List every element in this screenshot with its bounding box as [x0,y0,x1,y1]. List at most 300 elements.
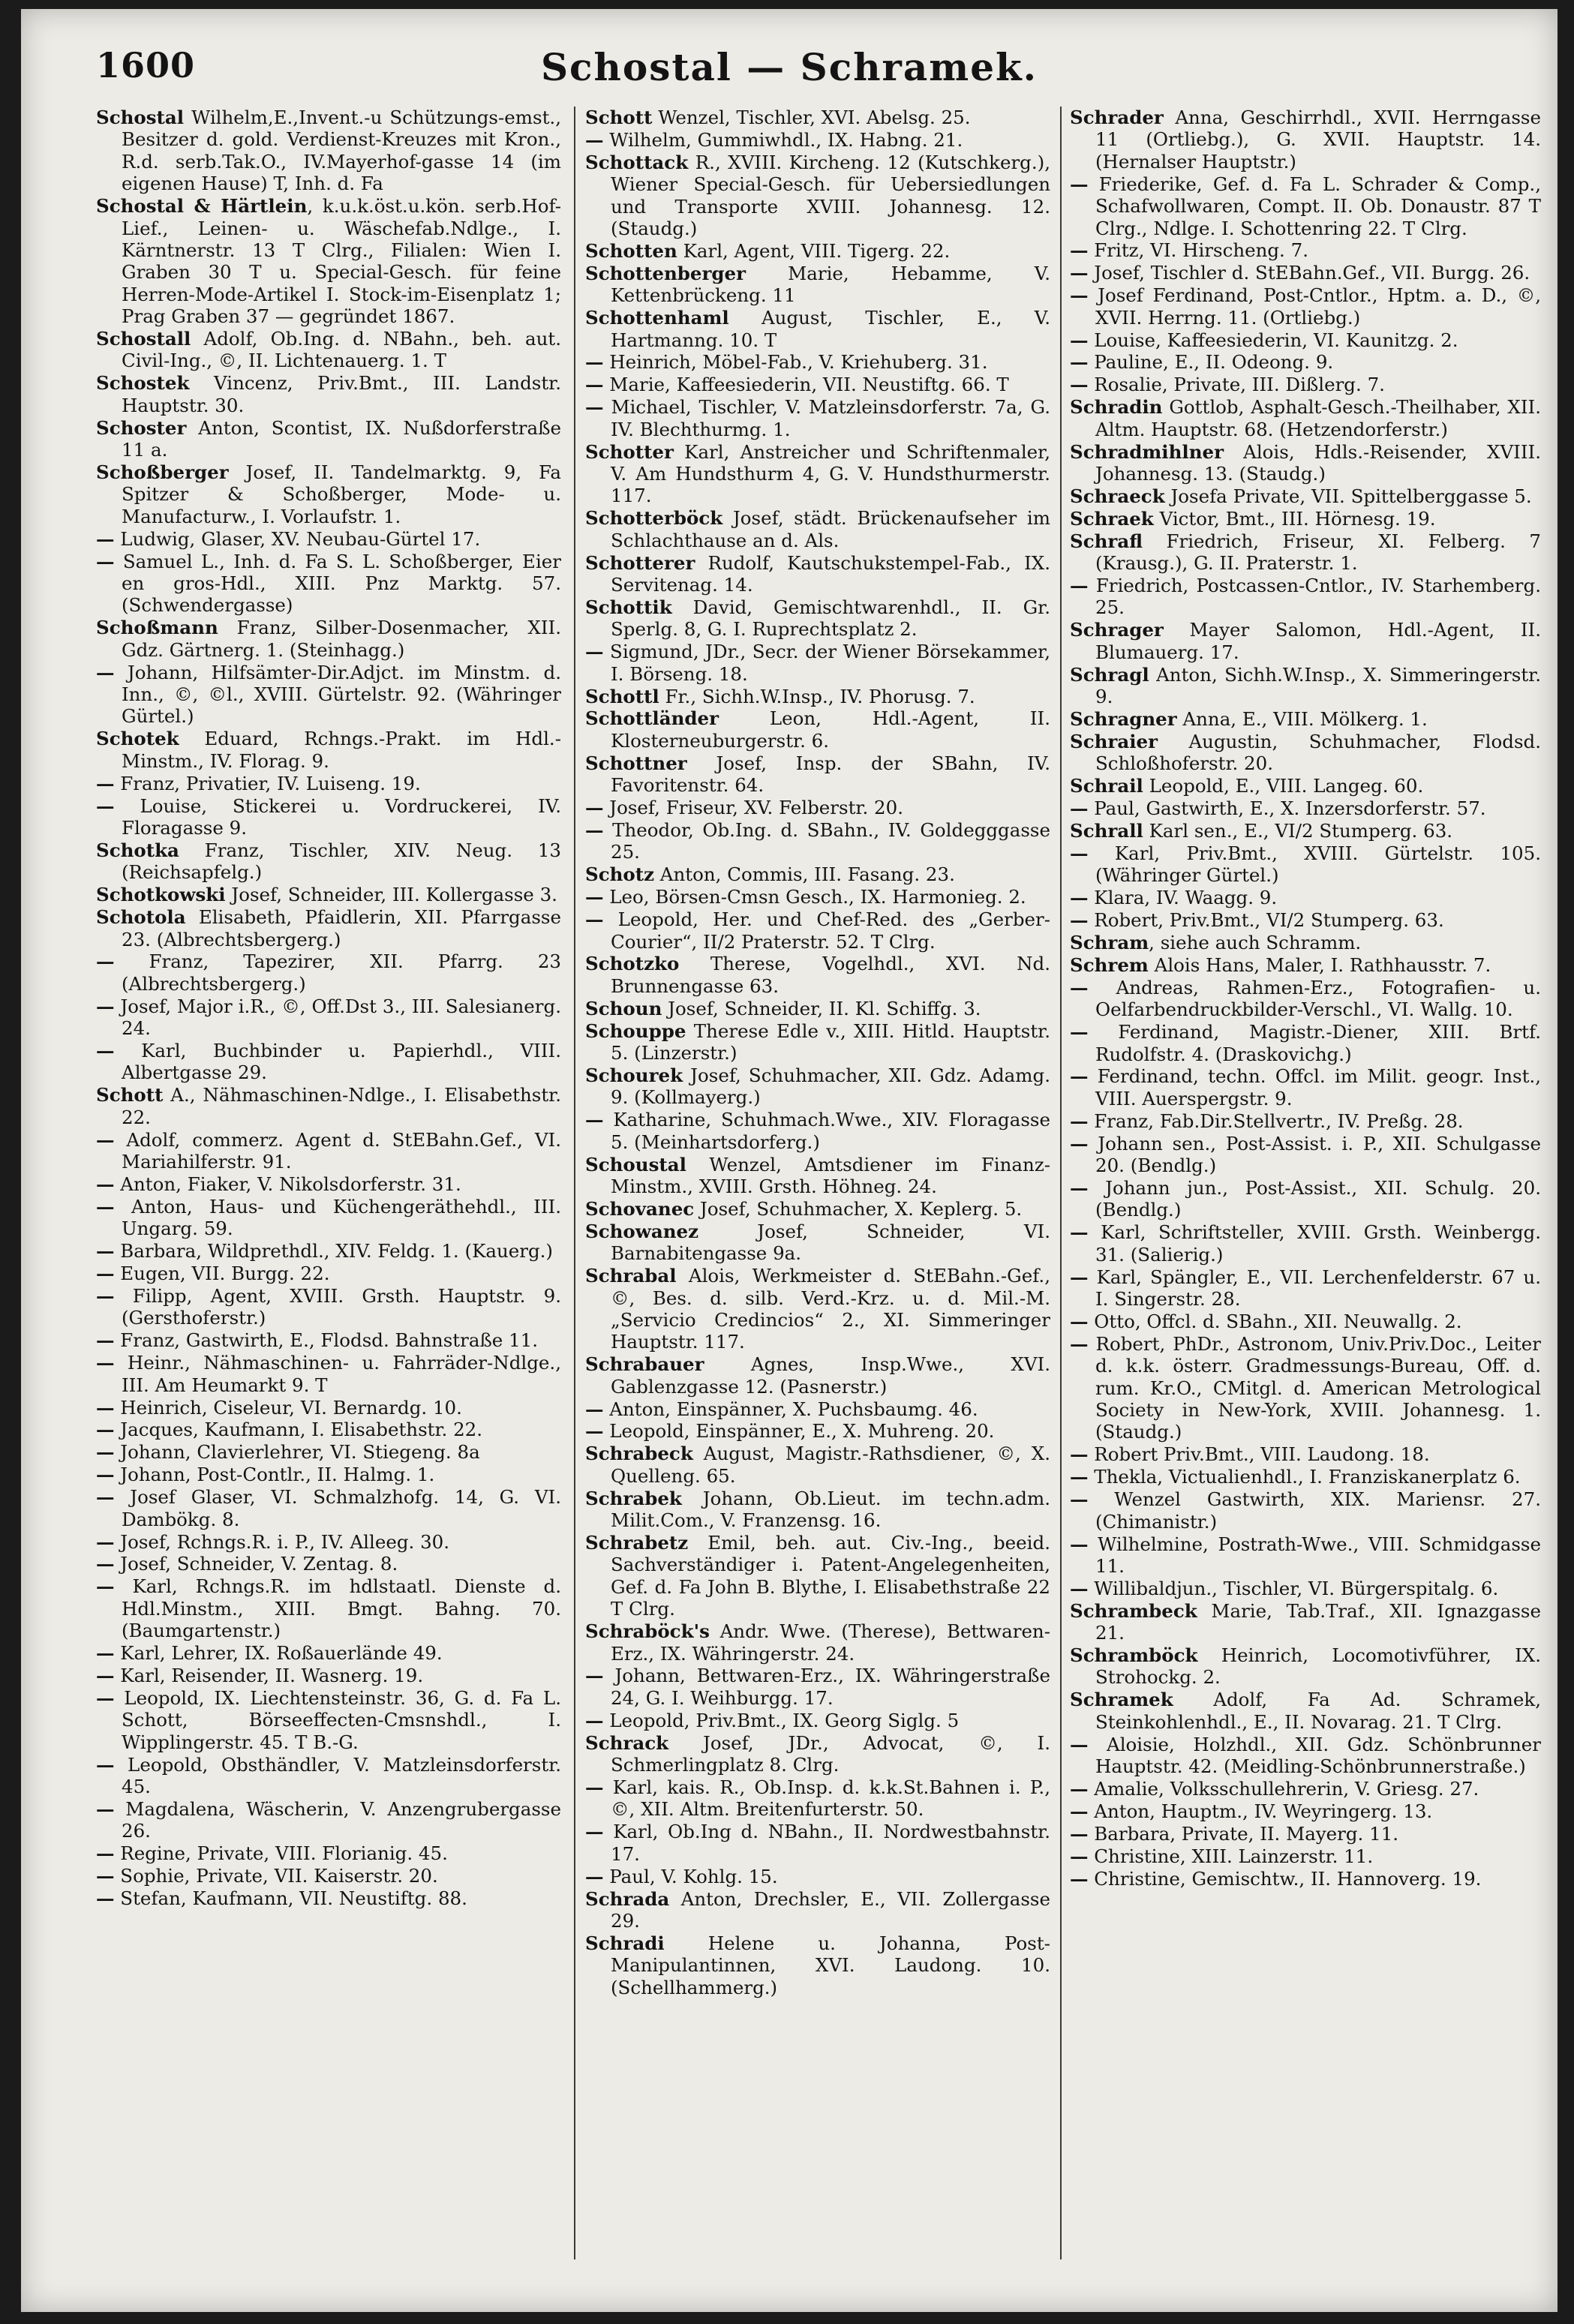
entry-details: Magdalena, Wäscherin, V. Anzengrubergasse 26. [114,1797,561,1842]
directory-entry [585,1888,1050,1932]
entry-details: Franz, Tischler, XIV. Neug. 13 (Reichsapfelg.) [122,839,561,884]
directory-entry [96,1329,561,1351]
directory-entry [585,596,1050,641]
entry-details: Leopold, Einspänner, E., X. Muhreng. 20. [603,1420,995,1443]
entry-name: — [585,1398,604,1420]
entry-details: Alois Hans, Maler, I. Rathhausstr. 7. [1148,953,1491,976]
entry-name: — [585,1865,604,1887]
entry-details: Jacques, Kaufmann, I. Elisabethstr. 22. [114,1419,483,1441]
entry-details: Friedrich, Friseur, XI. Felberg. 7 (Krausg.), G. II. Praterstr. 1. [1095,530,1541,575]
entry-name: Schoustal [585,1153,686,1176]
directory-entry [1070,508,1541,530]
entry-name: — [585,374,604,396]
directory-entry [585,1353,1050,1398]
entry-name: — [1070,1021,1089,1043]
directory-entry [585,819,1050,863]
directory-entry [96,1441,561,1463]
entry-name: — [1070,797,1089,820]
directory-entry [585,998,1050,1019]
entry-name: — [585,908,604,931]
entry-name: — [96,1530,115,1553]
entry-details: Otto, Offcl. d. SBahn., XII. Neuwallg. 2. [1088,1310,1462,1332]
entry-name: Schragner [1070,707,1177,730]
directory-entry [1070,1065,1541,1109]
directory-entry [1070,329,1541,351]
directory-entry [96,1352,561,1396]
directory-entry [1070,1600,1541,1644]
directory-entry [1070,1221,1541,1266]
directory-entry [1070,820,1541,842]
directory-entry [1070,775,1541,797]
directory-entry [585,886,1050,908]
entry-details: Leopold, Her. und Chef-Red. des „Gerber-Courier“, II/2 Praterstr. 52. T Clrg. [603,908,1050,953]
directory-entry [585,641,1050,685]
entry-name: — [96,1195,115,1218]
entry-details: Anton, Einspänner, X. Puchsbaumg. 46. [603,1398,978,1420]
entry-name: — [96,794,115,817]
entry-details: Fr., Sichh.W.Insp., IV. Phorusg. 7. [659,685,975,707]
directory-entry [96,1865,561,1887]
entry-name: — [96,1352,115,1374]
directory-entry [96,1687,561,1753]
entry-name: — [96,1865,115,1887]
directory-entry [96,1531,561,1553]
entry-details: Filipp, Agent, XVIII. Grsth. Hauptstr. 9. (Gersthoferstr.) [114,1285,561,1329]
directory-entry [585,1532,1050,1620]
directory-entry [1070,708,1541,730]
entry-details: Rosalie, Private, III. Dißlerg. 7. [1088,374,1385,396]
entry-details: Friedrich, Postcassen-Cntlor., IV. Starhemberg. 25. [1088,575,1541,619]
entry-details: Aloisie, Holzhdl., XII. Gdz. Schönbrunner Hauptstr. 42. (Meidling-Schönbrunnerstraße.) [1088,1733,1541,1778]
entry-details: Amalie, Volksschullehrerin, V. Griesg. 27. [1088,1777,1479,1800]
directory-entry [96,372,561,416]
entry-name: — [1070,1533,1089,1555]
entry-details: Augustin, Schuhmacher, Flodsd. Schloßhoferstr. 20. [1095,730,1541,775]
directory-entry [96,1084,561,1128]
entry-details: Josef, Friseur, XV. Felberstr. 20. [603,797,903,819]
entry-name: — [1070,909,1089,932]
entry-name: — [1070,329,1089,351]
directory-entry [1070,731,1541,775]
entry-name: — [585,641,604,663]
entry-name: — [585,1109,604,1131]
directory-entry [585,1620,1050,1665]
entry-details: Karl, Anstreicher und Schriftenmaler, V. Am Hundsthurm 4, G. V. Hundsthurmerstr. 117. [611,440,1050,507]
directory-entry [1070,351,1541,373]
entry-name: — [1070,1221,1089,1244]
entry-details: August, Tischler, E., V. Hartmanng. 10. T [611,307,1050,351]
directory-entry [96,950,561,995]
entry-details: , k.u.k.öst.u.kön. serb.Hof-Lief., Leinen- u. Wäschefab.Ndlge., I. Kärntnerstr. 13 T Clrg., Filialen: Wien I. Graben 30 T u. Special-Gesch. für feine Herren-Mode-Artikel I. Stock-im-Eisenplatz 1; Prag Graben 37 — gegründet 1867. [122,195,561,328]
entry-name: — [96,950,115,973]
entry-name: — [1070,239,1089,262]
entry-details: Josef, Schneider, III. Kollergasse 3. [225,884,557,906]
directory-entry [1070,107,1541,173]
entry-details: Karl, Rchngs.R. im hdlstaatl. Dienste d. Hdl.Minstm., XIII. Bmgt. Bahng. 70. (Baumgartenstr.) [114,1575,561,1642]
directory-entry [1070,173,1541,239]
directory-entry [96,1464,561,1485]
entry-name: — [585,1821,604,1843]
entry-name: — [1070,1177,1089,1199]
entry-details: Agnes, Insp.Wwe., XVI. Gablenzgasse 12. (Pasnerstr.) [611,1353,1050,1398]
directory-entry [1070,619,1541,663]
entry-details: Josef, Insp. der SBahn, IV. Favoritenstr. 64. [611,752,1050,797]
directory-entry [96,728,561,772]
entry-details: Anton, Haus- und Küchengeräthehdl., III. Ungarg. 59. [114,1195,561,1240]
entry-details: Mayer Salomon, Hdl.-Agent, II. Blumauerg. 17. [1095,619,1541,663]
entry-details: Anton, Fiaker, V. Nikolsdorferstr. 31. [114,1173,461,1195]
entry-details: Josef, Major i.R., ©, Off.Dst 3., III. Salesianerg. 24. [114,995,561,1040]
directory-entry [96,795,561,839]
entry-name: Schradi [585,1932,665,1954]
entry-name: Schotka [96,839,179,861]
directory-entry [1070,374,1541,395]
directory-entry [1070,441,1541,485]
entry-name: — [585,819,604,841]
directory-entry [585,863,1050,885]
entry-details: Adolf, commerz. Agent d. StEBahn.Gef., VI. Mariahilferstr. 91. [114,1128,561,1173]
entry-details: Johann, Ob.Lieut. im techn.adm. Milit.Com., V. Franzensg. 16. [611,1487,1050,1532]
entry-details: Alois, Hdls.-Reisender, XVIII. Johannesg. 13. (Staudg.) [1095,440,1541,485]
entry-details: Therese Edle v., XIII. Hitld. Hauptstr. 5. (Linzerstr.) [611,1019,1050,1064]
entry-details: Franz, Fab.Dir.Stellvertr., IV. Preßg. 28. [1088,1109,1464,1132]
entry-name: — [1070,1065,1089,1088]
entry-details: Karl, Schriftsteller, XVIII. Grsth. Weinbergg. 31. (Salierig.) [1088,1221,1541,1266]
directory-entry [585,1064,1050,1109]
entry-details: Karl, Reisender, II. Wasnerg. 19. [114,1664,424,1686]
entry-details: Karl, Agent, VIII. Tigerg. 22. [677,239,951,262]
entry-details: Anton, Hauptm., IV. Weyringerg. 13. [1088,1800,1433,1822]
entry-details: Heinrich, Locomotivführer, IX. Strohockg. 2. [1095,1644,1541,1689]
entry-details: Franz, Privatier, IV. Luiseng. 19. [114,772,421,794]
entry-name: — [1070,1266,1089,1288]
directory-entry [1070,797,1541,819]
directory-entry [96,107,561,195]
entry-details: Ludwig, Glaser, XV. Neubau-Gürtel 17. [114,527,481,550]
entry-details: Marie, Kaffeesiederin, VII. Neustiftg. 66. T [603,374,1009,396]
directory-entry [585,1821,1050,1865]
entry-name: Schott [96,1084,164,1106]
directory-entry [585,797,1050,818]
entry-name: Schottl [585,685,659,707]
entry-details: Johann jun., Post-Assist., XII. Schulg. 20. (Bendlg.) [1088,1177,1541,1221]
directory-entry [585,1398,1050,1420]
directory-entry [1070,1689,1541,1733]
entry-name: Schotola [96,906,186,929]
directory-entry [585,374,1050,395]
column-2 [585,107,1050,2267]
directory-entry [585,1265,1050,1353]
entry-name: Schradmihlner [1070,440,1224,463]
entry-details: Karl, kais. R., Ob.Insp. d. k.k.St.Bahnen i. P., ©, XII. Altm. Breitenfurterstr. 50. [603,1776,1050,1821]
page-number: 1600 [96,45,196,86]
entry-name: Schraeck [1070,485,1165,507]
entry-details: Josefa Private, VII. Spittelberggasse 5. [1164,485,1532,507]
entry-name: Schrabauer [585,1353,704,1376]
entry-details: Willibaldjun., Tischler, VI. Bürgerspitalg. 6. [1088,1577,1499,1599]
directory-entry [585,1154,1050,1198]
entry-details: Rudolf, Kautschukstempel-Fab., IX. Servitenag. 14. [611,551,1050,596]
directory-entry [96,773,561,794]
directory-entry [585,1866,1050,1887]
entry-name: — [96,1642,115,1665]
entry-details: Stefan, Kaufmann, VII. Neustiftg. 88. [114,1887,467,1909]
entry-name: — [96,1486,115,1509]
entry-details: Ferdinand, Magistr.-Diener, XIII. Brtf. Rudolfstr. 4. (Draskovichg.) [1088,1021,1541,1065]
entry-name: Schrambeck [1070,1599,1197,1622]
entry-name: Schrader [1070,107,1164,128]
entry-details: Josef, Schuhmacher, X. Keplerg. 5. [694,1197,1023,1220]
entry-details: Karl sen., E., VI/2 Stumperg. 63. [1143,820,1453,842]
entry-name: — [96,1240,115,1263]
directory-entry [1070,485,1541,507]
directory-entry [96,1040,561,1084]
entry-name: Schott [585,107,653,128]
entry-name: Schrafl [1070,530,1143,552]
entry-details: Leopold, Priv.Bmt., IX. Georg Siglg. 5 [603,1709,960,1731]
entry-details: Anton, Commis, III. Fasang. 23. [654,863,955,886]
directory-entry [585,263,1050,307]
entry-name: — [1070,1800,1089,1822]
entry-details: Anton, Drechsler, E., VII. Zollergasse 29. [611,1887,1050,1932]
entry-name: Schotzko [585,953,680,975]
directory-entry [1070,1578,1541,1599]
directory-entry [1070,396,1541,440]
entry-details: Vincenz, Priv.Bmt., III. Landstr. Hauptstr. 30. [122,372,561,416]
directory-entry [96,1196,561,1240]
entry-details: Wilhelm, Gummiwhdl., IX. Habng. 21. [603,128,963,151]
entry-name: — [585,1420,604,1443]
entry-name: — [96,1797,115,1820]
entry-details: Leo, Börsen-Cmsn Gesch., IX. Harmonieg. 2. [603,886,1026,908]
entry-name: — [1070,1109,1089,1132]
entry-name: Schrabal [585,1265,677,1287]
directory-entry [96,1263,561,1284]
entry-name: Schostal & Härtlein [96,195,308,218]
entry-name: Schottack [585,151,689,173]
entry-details: R., XVIII. Kircheng. 12 (Kutschkerg.), Wiener Special-Gesch. für Uebersiedlungen und Transporte XVIII. Johannesg. 12. (Staudg.) [611,151,1050,240]
entry-name: Schraek [1070,507,1154,530]
entry-details: Gottlob, Asphalt-Gesch.-Theilhaber, XII. Altm. Hauptstr. 68. (Hetzendorferstr.) [1095,396,1541,440]
entry-details: Wenzel Gastwirth, XIX. Mariensr. 27. (Chimanistr.) [1088,1488,1541,1533]
entry-name: Schoßmann [96,617,218,639]
entry-details: Franz, Tapezirer, XII. Pfarrg. 23 (Albrechtsbergerg.) [114,950,561,995]
directory-entry [96,1240,561,1262]
directory-entry [585,240,1050,262]
directory-entry [1070,1266,1541,1311]
entry-details: Helene u. Johanna, Post-Manipulantinnen, XVI. Laudong. 10. (Schellhammerg.) [611,1932,1050,1998]
entry-name: Schotek [96,728,179,750]
directory-entry [1070,530,1541,575]
entry-name: Schrack [585,1731,669,1754]
directory-entry [96,1397,561,1419]
entry-name: — [96,550,115,572]
entry-details: Josef, städt. Brückenaufseher im Schlachthause an d. Als. [611,507,1050,551]
directory-entry [585,1932,1050,1998]
entry-name: — [585,128,604,151]
column-divider [574,107,575,2259]
entry-name: Schrabetz [585,1532,689,1554]
directory-entry [585,752,1050,797]
entry-details: Josef, Tischler d. StEBahn.Gef., VII. Burgg. 26. [1088,262,1530,284]
entry-details: Heinr., Nähmaschinen- u. Fahrräder-Ndlge., III. Am Heumarkt 9. T [114,1352,561,1396]
entry-details: Johann, Bettwaren-Erz., IX. Währingerstraße 24, G. I. Weihburgg. 17. [603,1665,1050,1709]
entry-name: — [96,1753,115,1776]
directory-entry [1070,1533,1541,1578]
entry-name: Schowanez [585,1220,699,1242]
column-1 [96,107,561,2267]
directory-entry [96,551,561,617]
entry-name: — [1070,1733,1089,1755]
directory-entry [585,1020,1050,1064]
directory-entry [585,1198,1050,1220]
entry-details: Leon, Hdl.-Agent, II. Klosterneuburgerstr. 6. [611,707,1050,752]
entry-name: — [96,1173,115,1195]
entry-name: — [1070,284,1089,307]
entry-name: — [96,1329,115,1352]
entry-details: Klara, IV. Waagg. 9. [1088,887,1278,909]
directory-entry [1070,1311,1541,1332]
entry-details: Christine, Gemischtw., II. Hannoverg. 19. [1088,1867,1482,1890]
directory-entry [585,507,1050,551]
entry-details: Ferdinand, techn. Offcl. im Milit. geogr. Inst., VIII. Auerspergstr. 9. [1088,1065,1541,1109]
entry-name: — [96,995,115,1017]
entry-details: Josef, Rchngs.R. i. P., IV. Alleeg. 30. [114,1530,450,1553]
entry-name: — [96,1553,115,1575]
directory-entry [96,1887,561,1909]
entry-name: — [585,351,604,374]
entry-details: Wilhelmine, Postrath-Wwe., VIII. Schmidgasse 11. [1088,1533,1541,1577]
entry-details: Fritz, VI. Hirscheng. 7. [1088,239,1309,262]
entry-name: Schostall [96,328,191,350]
entry-details: David, Gemischtwarenhdl., II. Gr. Sperlg. 8, G. I. Ruprechtsplatz 2. [611,596,1050,641]
entry-details: Friederike, Gef. d. Fa L. Schrader & Comp., Schafwollwaren, Compt. II. Ob. Donaustr. 87 T Clrg., Ndlge. I. Schottenring 22. T Clrg. [1088,173,1541,239]
entry-name: Schostal [96,107,185,128]
directory-entry [585,953,1050,997]
directory-entry [585,129,1050,151]
directory-entry [1070,1800,1541,1822]
entry-name: Schrall [1070,820,1143,842]
directory-entry [96,1553,561,1575]
directory-entry [96,1419,561,1440]
entry-name: — [96,1842,115,1865]
directory-entry [585,1732,1050,1776]
entry-details: Heinrich, Möbel-Fab., V. Kriehuberg. 31. [603,351,988,374]
entry-details: Theodor, Ob.Ing. d. SBahn., IV. Goldegggasse 25. [603,819,1050,863]
entry-name: Schotkowski [96,884,226,906]
directory-entry [96,617,561,661]
entry-details: Sophie, Private, VII. Kaiserstr. 20. [114,1865,438,1887]
entry-details: Wenzel, Tischler, XVI. Abelsg. 25. [652,107,971,128]
directory-entry [96,328,561,372]
entry-details: Josef Ferdinand, Post-Cntlor., Hptm. a. D., ©, XVII. Herrng. 11. (Ortliebg.) [1088,284,1541,329]
entry-name: — [96,1686,115,1709]
entry-details: A., Nähmaschinen-Ndlge., I. Elisabethstr. 22. [122,1084,561,1128]
entry-name: — [1070,173,1089,195]
directory-entry [96,1486,561,1530]
entry-name: Schradin [1070,396,1163,419]
entry-name: — [96,1419,115,1441]
entry-details: Barbara, Wildprethdl., XIV. Feldg. 1. (Kauerg.) [114,1240,553,1263]
entry-details: Anna, E., VIII. Mölkerg. 1. [1176,707,1428,730]
entry-details: Michael, Tischler, V. Matzleinsdorferstr. 7a, G. IV. Blechthurmg. 1. [603,396,1050,440]
entry-name: Schotterer [585,551,695,574]
entry-name: — [96,1285,115,1308]
entry-details: Karl, Priv.Bmt., XVIII. Gürtelstr. 105. (Währinger Gürtel.) [1088,842,1541,887]
entry-name: — [1070,1867,1089,1890]
entry-details: Pauline, E., II. Odeong. 9. [1088,351,1334,374]
entry-details: Elisabeth, Pfaidlerin, XII. Pfarrgasse 23. (Albrechtsbergerg.) [122,906,561,950]
directory-entry [96,1575,561,1641]
directory-entry [585,1443,1050,1487]
directory-entry [96,839,561,884]
directory-entry [96,662,561,728]
entry-name: Schraier [1070,730,1158,752]
entry-name: Schragl [1070,663,1149,686]
entry-details: Josef, Schuhmacher, XII. Gdz. Adamg. 9. (Kollmayerg.) [611,1064,1050,1109]
directory-entry [96,1129,561,1173]
directory-entry [1070,284,1541,329]
directory-entry [1070,1734,1541,1778]
directory-entry [1070,1488,1541,1533]
entry-name: — [585,797,604,819]
directory-entry [585,1710,1050,1731]
entry-name: Schottländer [585,707,719,730]
entry-details: Eugen, VII. Burgg. 22. [114,1263,330,1285]
entry-name: — [1070,1488,1089,1511]
entry-details: Leopold, IX. Liechtensteinstr. 36, G. d. Fa L. Schott, Börseeffecten-Cmsnshdl., I. Wipplingerstr. 45. T B.-G. [114,1686,561,1753]
entry-details: Johann, Clavierlehrer, VI. Stiegeng. 8a [114,1441,480,1464]
entry-details: Adolf, Fa Ad. Schramek, Steinkohlenhdl., E., II. Novarag. 21. T Clrg. [1095,1689,1541,1733]
entry-name: — [1070,1332,1089,1355]
directory-entry [585,552,1050,596]
entry-details: Andr. Wwe. (Therese), Bettwaren-Erz., IX. Währingerstr. 24. [611,1620,1050,1665]
directory-entry [96,884,561,905]
entry-details: Josef, JDr., Advocat, ©, I. Schmerlingplatz 8. Clrg. [611,1731,1050,1776]
entry-name: — [1070,887,1089,909]
entry-name: — [1070,575,1089,597]
directory-entry [1070,1110,1541,1132]
column-divider [1060,107,1062,2259]
entry-name: — [1070,351,1089,374]
directory-entry [585,307,1050,351]
entry-name: Schrabeck [585,1443,693,1465]
entry-details: Josef Glaser, VI. Schmalzhofg. 14, G. VI. Dambökg. 8. [114,1486,561,1530]
entry-name: Schoun [585,997,662,1019]
directory-entry [1070,842,1541,887]
entry-name: Schotter [585,440,674,463]
entry-name: Schramek [1070,1689,1173,1711]
directory-entry [1070,1333,1541,1443]
entry-name: Schottner [585,752,687,774]
entry-name: Schostek [96,372,190,395]
entry-name: — [96,1441,115,1464]
entry-name: — [96,1887,115,1909]
directory-entry [585,1776,1050,1821]
entry-name: Schotten [585,239,677,262]
directory-entry [1070,1823,1541,1845]
directory-entry [585,1420,1050,1442]
directory-entry [585,686,1050,707]
entry-details: Robert, PhDr., Astronom, Univ.Priv.Doc., Leiter d. k.k. österr. Gradmessungs-Bureau, Off. d. rum. Kr.O., CMitgl. d. American Metrological Society in New-York, XVIII. Johannesg. 1. (Staudg.) [1088,1332,1541,1443]
directory-entry [96,461,561,527]
directory-entry [585,152,1050,240]
entry-details: Marie, Hebamme, V. Kettenbrückeng. 11 [611,262,1050,307]
entry-name: Schrem [1070,953,1149,976]
entry-details: Samuel L., Inh. d. Fa S. L. Schoßberger, Eier en gros-Hdl., XIII. Pnz Marktg. 57. (Schwendergasse) [114,550,561,617]
entry-name: — [585,396,604,419]
entry-details: Alois, Werkmeister d. StEBahn.-Gef., ©, Bes. d. silb. Verd.-Krz. u. d. Mil.-M. „Servicio Credincios“ 2., XI. Simmeringer Hauptstr. 117. [611,1265,1050,1353]
